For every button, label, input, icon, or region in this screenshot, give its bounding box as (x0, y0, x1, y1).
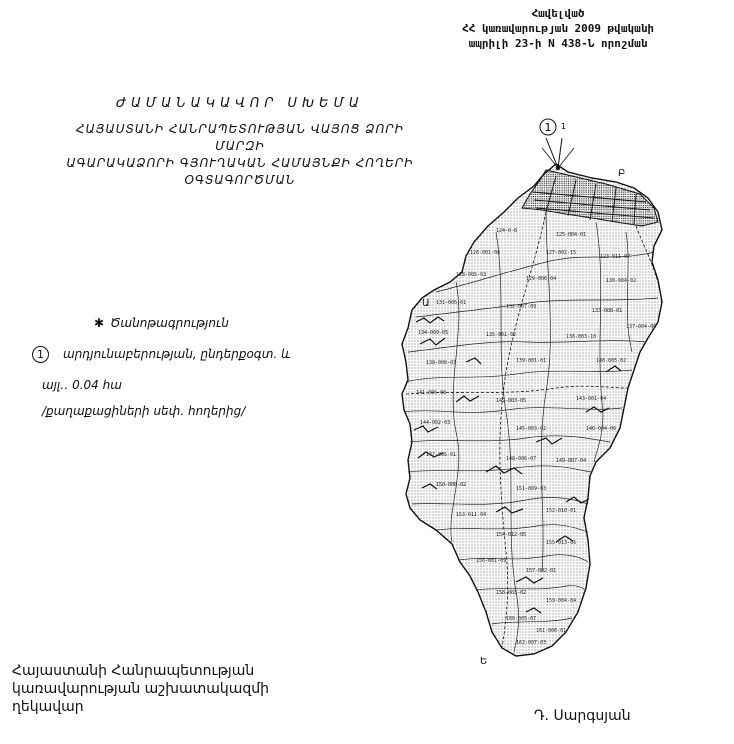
title-subtitle (60, 121, 420, 189)
legend-item-line: արդյունաբերության, ընդերքօգտ. և (63, 347, 291, 361)
legend-item-line: այլ․․ 0.04 հա (42, 378, 122, 392)
parcel-label: 151-009-03 (516, 486, 547, 492)
signatory-name: Դ. Սարգսյան (534, 708, 631, 724)
parcel-label: 149-007-04 (556, 458, 587, 464)
parcel-label: 132-007-09 (506, 304, 537, 310)
parcel-label: 145-003-02 (516, 426, 547, 432)
parcel-label: 131-005-01 (436, 300, 467, 306)
community-land-map (396, 112, 696, 672)
parcel-label: 147-005-01 (426, 452, 457, 458)
boundary-letter: Բ (618, 168, 626, 179)
page-title: ԺԱՄԱՆԱԿԱՎՈՐ ՍԽԵՄԱ (116, 96, 364, 111)
appendix-line: Հավելված (531, 7, 585, 20)
appendix-header (438, 6, 678, 51)
appendix-line: ՀՀ կառավարության 2009 թվականի (461, 22, 655, 35)
parcel-label: 148-006-07 (506, 456, 537, 462)
marker-number: 1 (544, 121, 552, 134)
parcel-label: 137-004-06 (626, 324, 657, 330)
signature-title-line: ղեկավար (12, 699, 84, 715)
parcel-label: 124-0-8 (496, 228, 518, 234)
parcel-label: 136-003-10 (566, 334, 597, 340)
parcel-label: 157-002-01 (526, 568, 557, 574)
parcel-label: 129-006-04 (526, 276, 557, 282)
parcel-label: 158-003-02 (496, 590, 527, 596)
marker-tag: 1 (561, 122, 567, 131)
legend-item-number: 1 (32, 346, 49, 363)
parcel-label: 162-007-03 (516, 640, 547, 646)
parcel-label: 150-008-02 (436, 482, 467, 488)
legend-item (32, 346, 291, 363)
parcel-label: 135-001-02 (486, 332, 517, 338)
parcel-label: 143-001-04 (576, 396, 607, 402)
signature-title-line: կառավարության աշխատակազմի (12, 681, 270, 697)
legend-item-line: /քաղաքացիների սեփ. հողերից/ (42, 404, 246, 418)
title-block (60, 96, 420, 189)
appendix-line: ապրիլի 23-ի N 438-Ն որոշման (468, 37, 648, 50)
parcel-label: 153-011-04 (456, 512, 487, 518)
parcel-label: 141-006-08 (416, 390, 447, 396)
parcel-label: 125-004-01 (556, 232, 587, 238)
signature-block (12, 662, 269, 716)
parcel-label: 139-001-01 (516, 358, 547, 364)
boundary-letter: Ա (422, 298, 430, 309)
parcel-label: 154-012-05 (496, 532, 527, 538)
parcel-label: 128-005-03 (456, 272, 487, 278)
parcel-label: 142-003-05 (496, 398, 527, 404)
parcel-label: 140-005-02 (596, 358, 627, 364)
parcel-label: 156-001-09 (476, 558, 507, 564)
parcel-label: 127-002-15 (546, 250, 577, 256)
legend-heading (94, 316, 229, 330)
subtitle-line: ՀԱՅԱՍՏԱՆԻ ՀԱՆՐԱՊԵՏՈՒԹՅԱՆ ՎԱՅՈՑ ՁՈՐԻ ՄԱՐԶԻ (75, 122, 404, 153)
parcel-label: 146-004-06 (586, 426, 617, 432)
asterisk-icon: ✱ (94, 316, 105, 330)
boundary-letter: Ե (480, 656, 488, 667)
parcel-label: 155-013-06 (546, 540, 577, 546)
parcel-label: 161-006-01 (536, 628, 567, 634)
legend-heading-text: Ծանոթագրություն (110, 316, 229, 330)
parcel-label: 123-011-07 (600, 254, 631, 260)
signature-title-line: Հայաստանի Հանրապետության (12, 663, 255, 679)
parcel-label: 134-009-05 (418, 330, 449, 336)
parcel-label: 160-005-07 (506, 616, 537, 622)
subtitle-line: ՕԳՏԱԳՈՐԾՄԱՆ (184, 173, 296, 187)
parcel-label: 126-001-08 (470, 250, 501, 256)
parcel-label: 133-008-01 (592, 308, 623, 314)
marker-point-1 (540, 119, 574, 170)
parcel-label: 159-004-04 (546, 598, 577, 604)
parcel-label: 138-008-03 (426, 360, 457, 366)
parcel-label: 144-002-03 (420, 420, 451, 426)
subtitle-line: ԱԳԱՐԱԿԱՁՈՐԻ ԳՅՈՒՂԱԿԱՆ ՀԱՄԱՅՆՔԻ ՀՈՂԵՐԻ (66, 156, 414, 170)
parcel-label: 130-004-02 (606, 278, 637, 284)
parcel-label: 152-010-01 (546, 508, 577, 514)
